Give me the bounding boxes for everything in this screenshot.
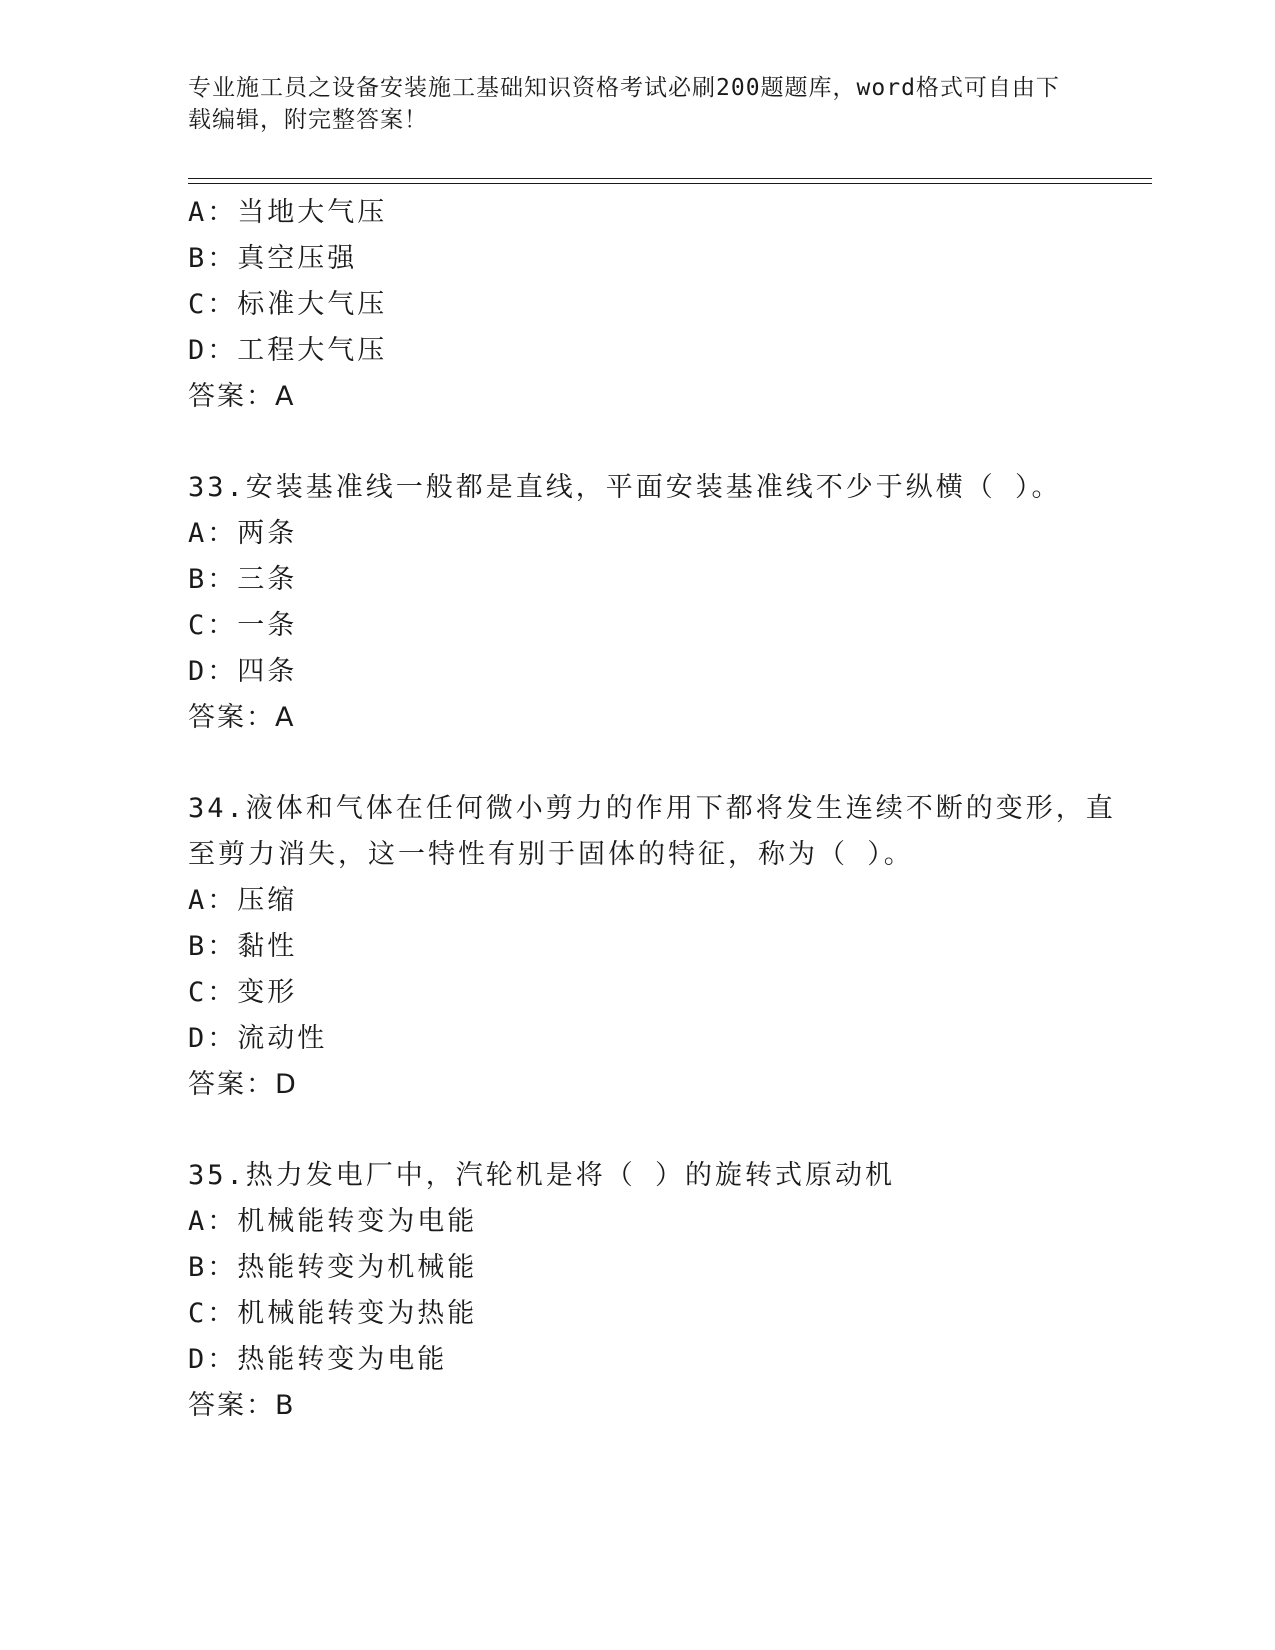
option-b: B：真空压强: [188, 243, 358, 274]
question-list: [188, 190, 1116, 1429]
question-block-33: [188, 465, 1088, 741]
answer: 答案：A: [188, 702, 296, 733]
question-block-35: [188, 1153, 1088, 1429]
option-d: D：热能转变为电能: [188, 1344, 448, 1375]
option-a: A：当地大气压: [188, 197, 388, 228]
header-divider-top: [188, 178, 1152, 179]
option-a: A：机械能转变为电能: [188, 1206, 478, 1237]
document-header: 专业施工员之设备安装施工基础知识资格考试必刷200题题库，word格式可自由下载编辑，附完整答案！: [188, 75, 1060, 133]
option-d: D：工程大气压: [188, 335, 388, 366]
question-block-32: [188, 190, 1088, 420]
question-block-34: [188, 786, 1116, 1108]
answer: 答案：B: [188, 1390, 296, 1421]
question-text: 35.热力发电厂中，汽轮机是将（ ）的旋转式原动机: [188, 1160, 896, 1191]
option-c: C：机械能转变为热能: [188, 1298, 478, 1329]
option-b: B：三条: [188, 564, 298, 595]
option-c: C：一条: [188, 610, 298, 641]
option-c: C：变形: [188, 977, 298, 1008]
question-text-line-1: 34.液体和气体在任何微小剪力的作用下都将发生连续不断的变形，直: [188, 793, 1116, 824]
answer: 答案：A: [188, 381, 296, 412]
answer: 答案：D: [188, 1069, 298, 1100]
option-b: B：热能转变为机械能: [188, 1252, 478, 1283]
option-a: A：压缩: [188, 885, 298, 916]
option-d: D：流动性: [188, 1023, 328, 1054]
question-text-line-2: 至剪力消失，这一特性有别于固体的特征，称为（ ）。: [188, 839, 914, 870]
question-text: 33.安装基准线一般都是直线，平面安装基准线不少于纵横（ ）。: [188, 472, 1062, 503]
option-c: C：标准大气压: [188, 289, 388, 320]
option-a: A：两条: [188, 518, 298, 549]
header-divider-bottom: [188, 183, 1152, 184]
option-b: B：黏性: [188, 931, 298, 962]
option-d: D：四条: [188, 656, 298, 687]
